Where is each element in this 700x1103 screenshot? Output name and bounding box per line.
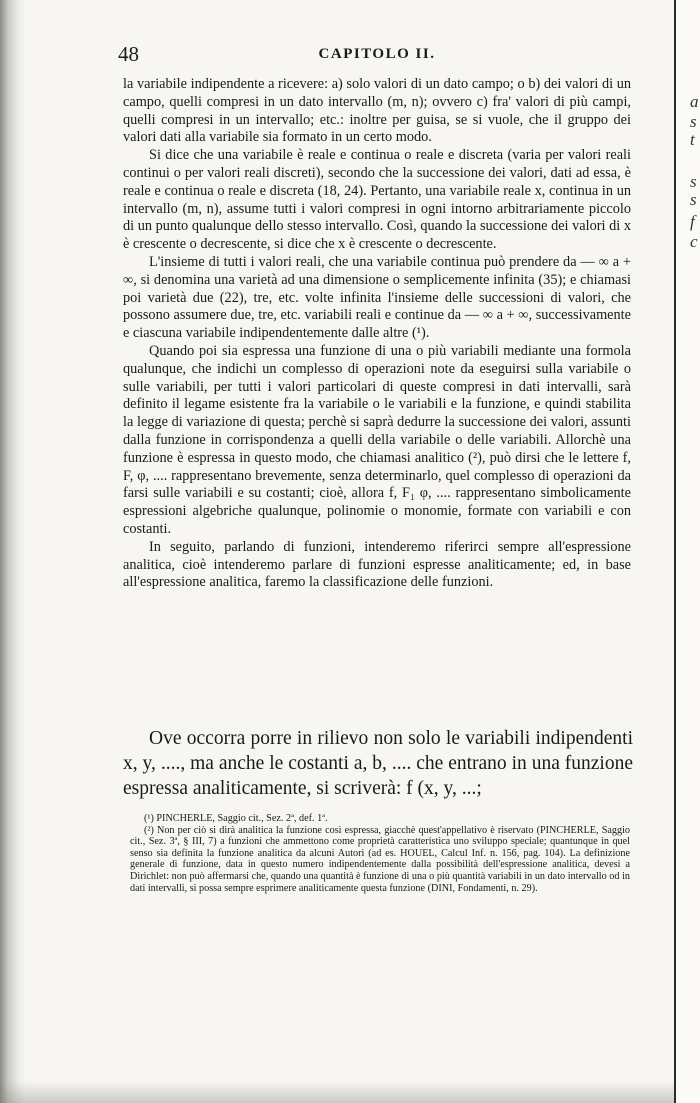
paragraph-3: L'insieme di tutti i valori reali, che una variabile continua può prendere da — ∞ a + ∞, si denomina una varietà ad una dimensione o semplicemente infinita (35); e chiamasi poi varietà due (22), tre, etc. volte infinita l'insieme delle successioni di valori, che possono assumere due, tre, etc. variabili reali e continue da — ∞ a + ∞, successivamente e ciascuna variabile indipendentemente dalle altre (¹). [123, 253, 631, 342]
adjacent-fragment: s [690, 172, 697, 191]
paragraph-4: Quando poi sia espressa una funzione di una o più variabili mediante una formola qualunque, che indichi un complesso di operazioni note da eseguirsi sulla variabile o sulle variabili, per tutti i valori particolari di queste compresi in dati intervalli, sarà definito il legame esistente fra la variabile o le variabili e la funzione, e quindi stabilita la legge di variazione di questa; perchè si saprà dedurre la successione dei valori, assunti dalla funzione in corrispondenza a quelli della variabile o delle variabili. Allorchè una funzione è espressa in questo modo, che chiamasi analitico (²), può dirsi che le lettere f, F, φ, .... rappresentano brevemente, senza determinarlo, quel complesso di operazioni da farsi sulle variabili e su costanti; cioè, allora f, F₁ φ, .... rappresentano simbolicamente espressioni algebriche qualunque, polinomie o monomie, formate con variabili e con costanti. [123, 342, 631, 537]
adjacent-fragment: s [690, 190, 697, 209]
footnotes [130, 813, 630, 894]
chapter-title: CAPITOLO II. [318, 46, 436, 62]
footnote-2: (²) Non per ciò si dirà analitica la funzione così espressa, giacchè quest'appellativo è riservato (PINCHERLE, Saggio cit., Sez. 3ª, § III, 7) a funzioni che ammettono come proprietà caratteristica uno sviluppo speciale; quantunque in quel senso sia definita la funzione analitica da alcuni Autori (ad es. HOUEL, Calcul Inf. n. 156, pag. 104). La definizione generale di funzione, data in questo numero indipendentemente dalla possibilità dell'espressione analitica, devesi a Dirichlet: non può affermarsi che, quando una quantità è funzione di una o più quantità variabili in un dato intervallo od in dati intervalli, si possa sempre esprimere analiticamente questa funzione (DINI, Fondamenti, n. 29). [130, 824, 630, 894]
paragraph-1: la variabile indipendente a ricevere: a) solo valori di un dato campo; o b) dei valori di un campo, quelli compresi in un dato intervallo (m, n); ovvero c) fra' valori di più campi, quelli compresi in un intervallo; etc.: inoltre per guisa, se si vuole, che il gruppo dei valori dati alla variabile sia formato in un certo modo. [123, 76, 631, 146]
adjacent-fragment: f [690, 212, 695, 231]
paragraph-5: In seguito, parlando di funzioni, intenderemo riferirci sempre all'espressione analitica, cioè intenderemo parlare di funzioni espresse analiticamente; ed, in base all'espressione analitica, faremo la classificazione delle funzioni. [123, 538, 631, 591]
bottom-edge-shadow [0, 1081, 674, 1103]
large-type-text [123, 726, 633, 801]
page-header [118, 42, 636, 68]
main-text [123, 76, 631, 592]
adjacent-fragment: t [690, 130, 695, 149]
binding-shadow [0, 0, 26, 1103]
page-number: 48 [118, 42, 139, 66]
large-paragraph: Ove occorra porre in rilievo non solo le variabili indipendenti x, y, ...., ma anche le costanti a, b, .... che entrano in una funzione espressa analiticamente, si scriverà: f (x, y, ...; [123, 728, 633, 799]
adjacent-fragment: a [690, 92, 699, 111]
adjacent-page-edge [674, 0, 700, 1103]
adjacent-fragment: s [690, 112, 697, 131]
adjacent-fragment: c [690, 232, 698, 251]
paragraph-2: Si dice che una variabile è reale e continua o reale e discreta (varia per valori reali continui o per valori reali discreti), secondo che la successione dei valori, dati ad essa, è reale e continua o reale e discreta (18, 24). Pertanto, una variabile reale x, continua in un intervallo (m, n), assume tutti i valori compresi in ogni intorno arbitrariamente piccolo di un punto qualunque dello stesso intervallo. Così, quando la successione dei valori di x è crescente o decrescente, si dice che x è crescente o decrescente. [123, 147, 631, 253]
footnote-1: (¹) PINCHERLE, Saggio cit., Sez. 2ª, def. 1ª. [144, 813, 328, 824]
